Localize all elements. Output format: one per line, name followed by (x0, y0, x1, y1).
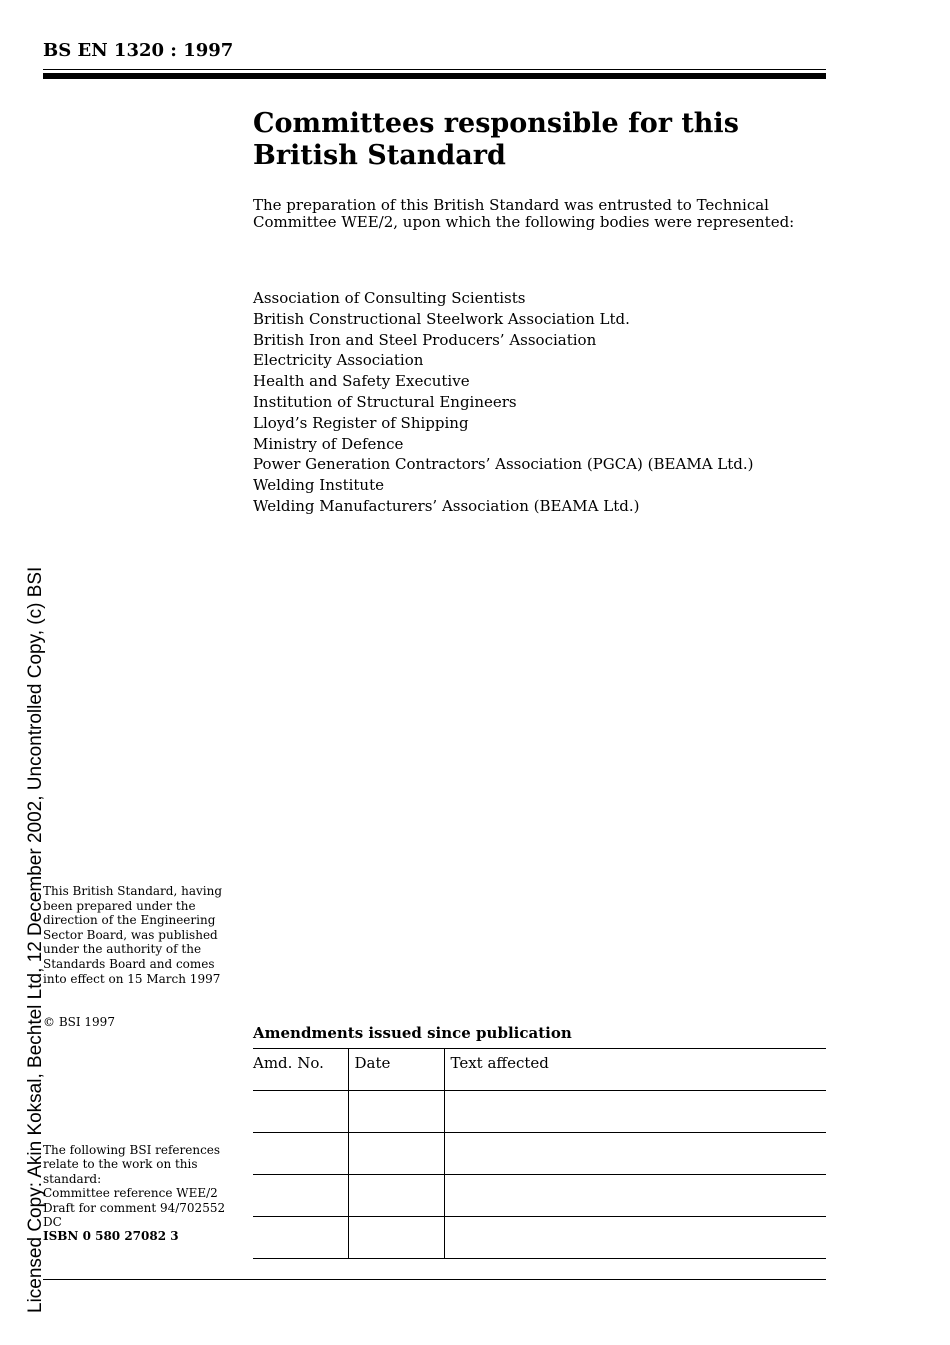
list-item: Lloyd’s Register of Shipping (253, 413, 469, 432)
table-cell (444, 1133, 826, 1175)
table-cell (444, 1091, 826, 1133)
refs-intro: The following BSI references relate to the work on this standard: (43, 1143, 221, 1186)
bsi-references (43, 1143, 238, 1229)
header-rule-thin (43, 69, 826, 70)
header-rule-thick (43, 73, 826, 79)
table-cell (253, 1091, 348, 1133)
column-header-date: Date (348, 1049, 444, 1091)
document-id: BS EN 1320 : 1997 (43, 40, 234, 61)
committee-reference: Committee reference WEE/2 (43, 1186, 218, 1201)
list-item: Ministry of Defence (253, 434, 404, 453)
column-header-amd-no: Amd. No. (253, 1049, 348, 1091)
table-cell (444, 1175, 826, 1217)
table-row (253, 1217, 826, 1259)
list-item: Welding Manufacturers’ Association (BEAMA Ltd.) (253, 496, 640, 515)
list-item: Health and Safety Executive (253, 372, 470, 391)
list-item: Electricity Association (253, 351, 424, 370)
copyright-notice: © BSI 1997 (43, 1015, 115, 1029)
isbn: ISBN 0 580 27082 3 (43, 1229, 179, 1243)
intro-paragraph: The preparation of this British Standard was entrusted to Technical Committee WEE/2, upon which the following bodies were represented: (253, 196, 795, 231)
list-item: Power Generation Contractors’ Association (PGCA) (BEAMA Ltd.) (253, 455, 754, 474)
license-watermark: Licensed Copy: Akin Koksal, Bechtel Ltd, 12 December 2002, Uncontrolled Copy, (c) BSI (25, 566, 46, 1313)
table-row (253, 1133, 826, 1175)
table-cell (348, 1091, 444, 1133)
table-cell (348, 1175, 444, 1217)
table-header-row (253, 1049, 826, 1091)
draft-reference: Draft for comment 94/702552 DC (43, 1200, 226, 1230)
table-cell (253, 1175, 348, 1217)
page-title-line-2: British Standard (253, 140, 506, 171)
table-cell (348, 1217, 444, 1259)
column-header-text-affected: Text affected (444, 1049, 826, 1091)
footer-rule (43, 1279, 826, 1280)
list-item: Welding Institute (253, 476, 385, 495)
amendments-table (253, 1048, 826, 1259)
table-cell (253, 1133, 348, 1175)
publication-note: This British Standard, having been prepared under the direction of the Engineering Sector Board, was published under the authority of the Standards Board and comes into effect on 15 March 1997 (43, 884, 223, 986)
represented-bodies-list (253, 288, 754, 517)
page-title-line-1: Committees responsible for this (253, 108, 739, 139)
table-cell (444, 1217, 826, 1259)
amendments-heading: Amendments issued since publication (253, 1024, 572, 1042)
table-cell (348, 1133, 444, 1175)
table-row (253, 1091, 826, 1133)
list-item: Association of Consulting Scientists (253, 289, 526, 307)
table-cell (253, 1217, 348, 1259)
table-row (253, 1175, 826, 1217)
page-title (253, 108, 813, 172)
list-item: British Constructional Steelwork Association Ltd. (253, 309, 630, 328)
list-item: Institution of Structural Engineers (253, 392, 517, 411)
list-item: British Iron and Steel Producers’ Association (253, 330, 597, 349)
